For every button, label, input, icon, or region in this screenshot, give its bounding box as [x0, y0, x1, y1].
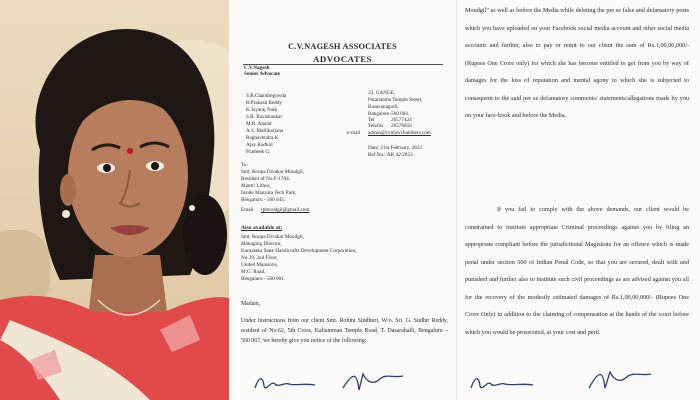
firm-name: C.V.NAGESH ASSOCIATES — [288, 42, 397, 51]
addressee-email[interactable]: rpmoudgil@gmail.com — [261, 207, 310, 213]
also-at-line: Karnataka State Handicrafts Development Corporation, — [241, 248, 357, 254]
address-line: Patalamma Temple Street, — [368, 97, 423, 103]
ear — [60, 174, 76, 206]
also-at-line: Managing Director, — [241, 241, 282, 247]
addressee-line: Mantri Lithos, — [241, 183, 271, 189]
also-at-line: Smt. Roopa Divakar Moudgil, — [241, 234, 304, 240]
associate-name: S.R.Chandregowda — [246, 93, 287, 99]
intro-paragraph: Under instructions from our client Smt. Rohini Sindhuri, W/o. Sri. G. Sudhir Reddy, resident of No.62, 5th Cross, Kaliamman Temple Road, T. Dasarahalli, Bengaluru – 560 067, we hereby give you notice of the following: — [241, 318, 448, 345]
damages-text: Moudgil" as well as before the Media while deleting the per se false and defamatory posts which you have uploaded on your Facebook social media account and other social media accounts and further, also to pay or remit to our client the sum of Rs.1,00,00,000/- (Rupees One Crore only) for which she has become entitled to get from you by way of damages for the loss of reputation and mental agony to which she is subjected to consequent to the said per se defamatory comments/ statements/allegations made by you on your face-book and before the Media. — [465, 7, 689, 119]
also-at-line: United Mansions, — [241, 262, 278, 268]
counsel-title: Senior Advocate — [244, 71, 281, 77]
signature-right — [583, 366, 655, 396]
associate-name: K.Jayaraj Naik — [246, 107, 278, 113]
letter-ref: Ref.No.: AK 42/2023 — [368, 152, 413, 158]
eye — [103, 164, 111, 172]
addressee-line: Smt. Roopa Divakar Moudgil, — [241, 169, 304, 175]
fax-number: 26576856 — [391, 123, 412, 129]
addressee-line: Resident of No.F-1704, — [241, 176, 290, 182]
signature-right — [337, 368, 407, 398]
proceedings-paragraph — [465, 201, 689, 341]
salutation: Madam, — [241, 301, 261, 307]
letter-page-2 — [456, 0, 700, 400]
proceedings-text: If you fail to comply with the above demands, our client would be constrained to institute appropriate Criminal proceedings against you by filing an appropriate compliant before the jurisdictional Magistrate for an offence which is made penal under section 500 of Indian Penal Code, so that you are secured, dealt with and punished and further also to institute such civil proceedings as are advised against you all for the recovery of the modestly estimated damages of Rs.1,00,00,000/- (Rupees One Crore Only) in addition to the claiming of compensation at the hands of the court before which you would be prosecuted, at your cost and peril. — [465, 206, 689, 336]
associate-name: M.R. Anand — [246, 121, 272, 127]
office-email-label: e-mail — [347, 130, 361, 136]
fax-label: Telefax — [368, 123, 384, 129]
tel-label: Tel — [368, 117, 375, 123]
addressee-email-label: Email — [241, 207, 254, 213]
associate-name: Ajay Kadkol — [246, 142, 273, 148]
letter-date: Date: 21st February, 2023 — [368, 145, 422, 151]
letter-page-1 — [229, 0, 456, 400]
addressee-line: Inside Manyata Tech Park, — [241, 190, 297, 196]
firm-type: ADVOCATES — [313, 54, 372, 64]
associate-name: Pratheek G — [246, 149, 270, 155]
also-at-line: Bengaluru - 560 001. — [241, 276, 286, 282]
addressee-to: To: — [241, 162, 248, 168]
portrait-photo — [0, 0, 229, 400]
also-at-line: M.G. Road, — [241, 269, 266, 275]
bindi — [127, 148, 133, 154]
tel-number: 26577424 — [391, 117, 412, 123]
eye — [151, 162, 159, 170]
associate-name: S.R. Ravishankar — [246, 114, 283, 120]
associate-name: A.S. Mallikarjuna — [246, 128, 284, 134]
counsel-name: C.V.Nagesh — [244, 65, 270, 71]
address-line: Basavanagudi, — [368, 104, 399, 110]
associate-name: Raghavendra K — [246, 135, 279, 141]
earring — [189, 205, 195, 211]
earring — [62, 210, 70, 218]
signature-left — [467, 372, 539, 396]
also-at-heading: Also available at: — [241, 225, 283, 231]
header-rule — [243, 64, 443, 65]
addressee-line: Bengaluru - 560 045. — [241, 197, 286, 203]
signature-left — [251, 370, 321, 396]
also-at-line: No.39, 2nd Floor, — [241, 255, 278, 261]
office-email[interactable]: admin@cvnlawchambers.com — [368, 130, 431, 136]
neck — [88, 255, 168, 320]
damages-paragraph — [465, 2, 689, 125]
associate-name: R.Prakash Reddy — [246, 100, 283, 106]
portrait-illustration — [0, 0, 229, 400]
address-line: 33, GANGE, — [368, 90, 396, 96]
address-line: Bangalore-560 004. — [368, 111, 410, 117]
